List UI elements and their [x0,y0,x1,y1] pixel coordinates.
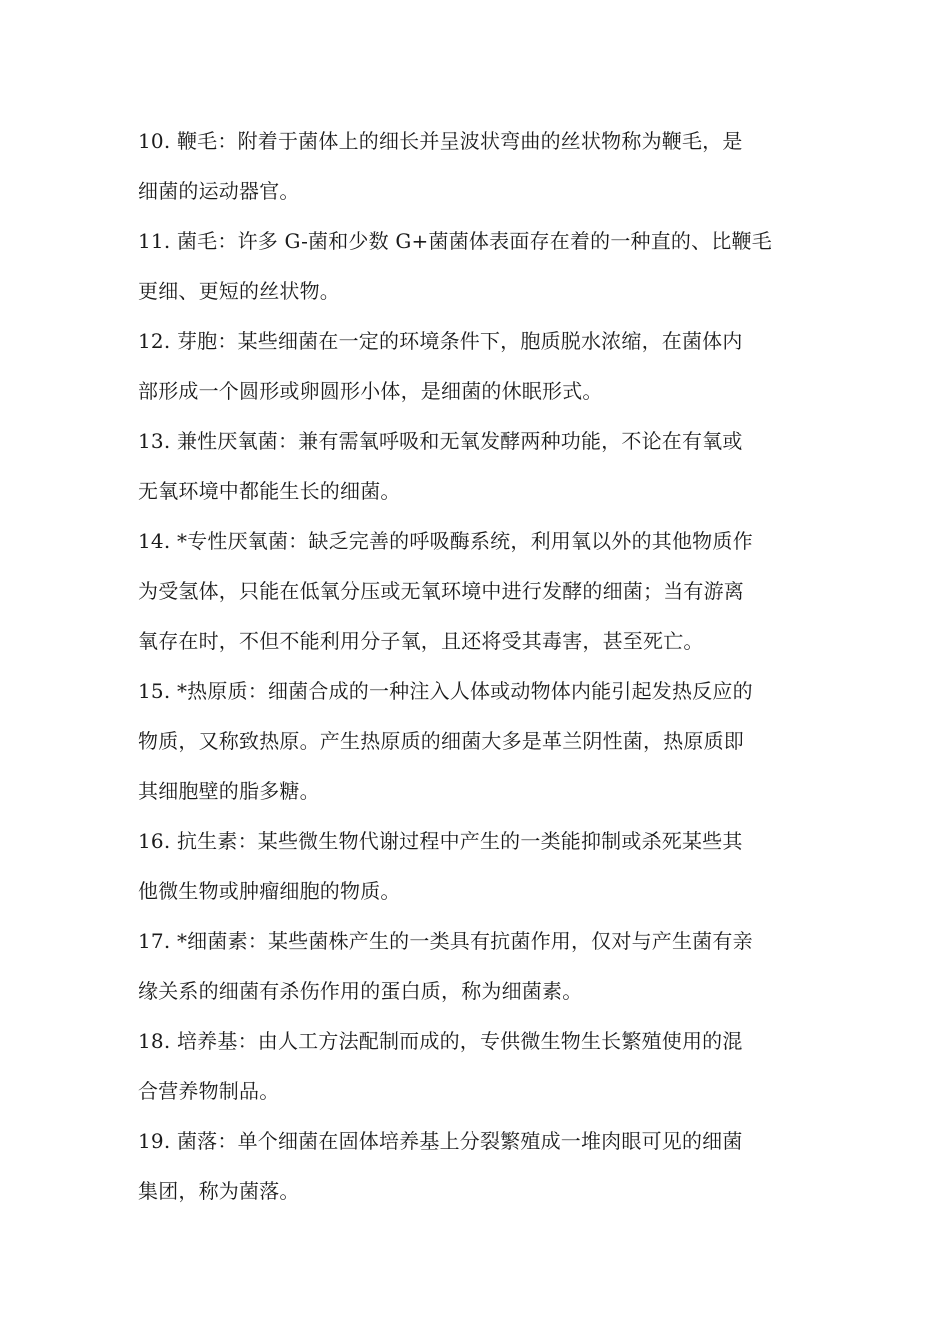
definition-entry [138,516,818,666]
text-line: 更细、更短的丝状物。 [138,279,340,303]
text-line: 缘关系的细菌有杀伤作用的蛋白质，称为细菌素。 [138,979,583,1003]
definition-entry [138,116,818,216]
text-line: 氧存在时，不但不能利用分子氧，且还将受其毒害，甚至死亡。 [138,629,704,653]
text-line: 细菌的运动器官。 [138,179,300,203]
text-line: 他微生物或肿瘤细胞的物质。 [138,879,401,903]
text-line: 为受氢体，只能在低氧分压或无氧环境中进行发酵的细菌；当有游离 [138,579,744,603]
text-line: 17. *细菌素：某些菌株产生的一类具有抗菌作用，仅对与产生菌有亲 [138,929,753,953]
text-line: 14. *专性厌氧菌：缺乏完善的呼吸酶系统，利用氧以外的其他物质作 [138,529,753,553]
definition-entry [138,916,818,1016]
text-line: 11. 菌毛：许多 G-菌和少数 G+菌菌体表面存在着的一种直的、比鞭毛 [138,229,772,253]
definition-entry [138,316,818,416]
definition-entry [138,216,818,316]
text-line: 合营养物制品。 [138,1079,280,1103]
definition-entry [138,1016,818,1116]
text-line: 19. 菌落：单个细菌在固体培养基上分裂繁殖成一堆肉眼可见的细菌 [138,1129,743,1153]
text-line: 无氧环境中都能生长的细菌。 [138,479,401,503]
text-line: 16. 抗生素：某些微生物代谢过程中产生的一类能抑制或杀死某些其 [138,829,743,853]
text-line: 12. 芽胞：某些细菌在一定的环境条件下，胞质脱水浓缩，在菌体内 [138,329,743,353]
text-line: 13. 兼性厌氧菌：兼有需氧呼吸和无氧发酵两种功能，不论在有氧或 [138,429,743,453]
definition-entry [138,816,818,916]
definition-entry [138,666,818,816]
document-page [138,116,818,1216]
text-line: 10. 鞭毛：附着于菌体上的细长并呈波状弯曲的丝状物称为鞭毛，是 [138,129,743,153]
text-line: 部形成一个圆形或卵圆形小体，是细菌的休眠形式。 [138,379,603,403]
definition-entry [138,1116,818,1216]
text-line: 物质，又称致热原。产生热原质的细菌大多是革兰阴性菌，热原质即 [138,729,744,753]
text-line: 集团，称为菌落。 [138,1179,300,1203]
text-line: 18. 培养基：由人工方法配制而成的，专供微生物生长繁殖使用的混 [138,1029,743,1053]
text-line: 15. *热原质：细菌合成的一种注入人体或动物体内能引起发热反应的 [138,679,753,703]
text-line: 其细胞壁的脂多糖。 [138,779,320,803]
definition-entry [138,416,818,516]
